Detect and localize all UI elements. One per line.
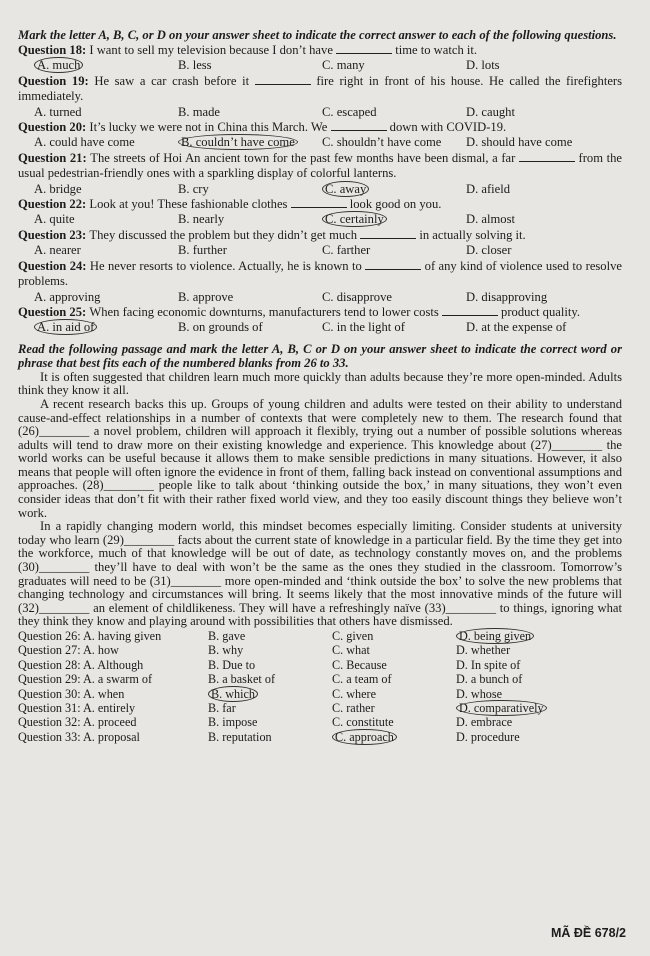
cloze-option[interactable]: B. far bbox=[208, 701, 236, 716]
question-stem bbox=[18, 151, 622, 182]
answer-blank bbox=[365, 259, 421, 270]
answer-option[interactable]: C. away bbox=[322, 182, 466, 197]
question-text: It’s lucky we were not in China this March. We bbox=[89, 120, 331, 135]
cloze-option[interactable]: B. which bbox=[208, 687, 332, 701]
question-number: Question 25: bbox=[18, 304, 90, 319]
cloze-option[interactable]: D. whether bbox=[456, 643, 511, 658]
answer-option[interactable]: C. escaped bbox=[322, 104, 377, 119]
question-text: He saw a car crash before it bbox=[94, 73, 255, 88]
question-text: down with COVID-19. bbox=[386, 120, 507, 135]
question-text: look good on you. bbox=[346, 197, 442, 212]
cloze-option: Question 33: A. proposal bbox=[18, 729, 140, 744]
answer-option[interactable]: A. quite bbox=[34, 212, 75, 227]
answer-option[interactable]: D. caught bbox=[466, 104, 515, 119]
answer-blank bbox=[442, 305, 498, 316]
cloze-option-row bbox=[18, 629, 622, 643]
option-row bbox=[18, 58, 622, 73]
question-stem bbox=[18, 305, 622, 320]
option-row bbox=[18, 320, 622, 335]
cloze-option[interactable]: B. Due to bbox=[208, 657, 256, 672]
question-stem bbox=[18, 120, 622, 135]
answer-option[interactable]: D. afield bbox=[466, 181, 511, 196]
cloze-option-row bbox=[18, 672, 622, 686]
cloze-option[interactable]: B. why bbox=[208, 643, 244, 658]
question-text: Look at you! These fashionable clothes bbox=[89, 197, 291, 212]
option-row bbox=[18, 182, 622, 197]
answer-option[interactable]: B. nearly bbox=[178, 212, 225, 227]
question-stem bbox=[18, 74, 622, 105]
question-block bbox=[18, 74, 622, 120]
answer-option[interactable]: D. closer bbox=[466, 243, 512, 258]
answer-option[interactable]: D. disapproving bbox=[466, 289, 548, 304]
answer-option[interactable]: A. turned bbox=[34, 104, 82, 119]
answer-option[interactable]: A. in aid of bbox=[34, 320, 178, 335]
question-block bbox=[18, 197, 622, 228]
answer-option[interactable]: D. lots bbox=[466, 58, 500, 73]
cloze-option: Question 27: A. how bbox=[18, 643, 119, 658]
cloze-option-row bbox=[18, 658, 622, 672]
cloze-options bbox=[18, 629, 622, 744]
answer-option[interactable]: C. shouldn’t have come bbox=[322, 135, 442, 150]
answer-option[interactable]: D. should have come bbox=[466, 135, 573, 150]
exam-code: MÃ ĐỀ 678/2 bbox=[550, 926, 626, 940]
question-text: of any kind of violence used to resolve problems. bbox=[18, 258, 622, 289]
question-stem bbox=[18, 259, 622, 290]
cloze-option: Question 26: A. having given bbox=[18, 629, 162, 643]
answer-option[interactable]: C. many bbox=[322, 58, 365, 73]
cloze-option: Question 28: A. Although bbox=[18, 657, 144, 672]
cloze-option: Question 31: A. entirely bbox=[18, 701, 136, 716]
answer-option[interactable]: A. much bbox=[34, 58, 178, 73]
cloze-option-row bbox=[18, 687, 622, 701]
question-text: in actually solving it. bbox=[416, 227, 526, 242]
question-text: I want to sell my television because I don’t have bbox=[89, 43, 337, 57]
cloze-option[interactable]: C. where bbox=[332, 686, 376, 701]
cloze-option: Question 29: A. a swarm of bbox=[18, 672, 153, 687]
question-number: Question 24: bbox=[18, 258, 90, 273]
answer-option[interactable]: D. almost bbox=[466, 212, 515, 227]
question-stem bbox=[18, 228, 622, 243]
cloze-option[interactable]: D. a bunch of bbox=[456, 672, 523, 687]
question-block bbox=[18, 151, 622, 197]
cloze-option[interactable]: B. reputation bbox=[208, 729, 272, 744]
reading-passage bbox=[18, 371, 622, 629]
cloze-option: Question 32: A. proceed bbox=[18, 715, 137, 730]
question-text: The streets of Hoi An ancient town for the past few months have been dismal, a far bbox=[90, 150, 519, 165]
exam-page bbox=[18, 28, 622, 744]
passage-paragraph: A recent research backs this up. Groups of young children and adults were tested on their ability to understand cause-and-effect relationships in a number of contexts that were completely new to them. The research found that (26)________ a novel problem, children will approach it flexibly, trying out a number of possible solutions whereas adults will tend to draw more on their existing knowledge and experience. This knowledge about (27)________ the world works can be useful because it allows them to make sensible predictions in many situations. However, it also means that people will often ignore the evidence in front of them, falling back instead on conventional assumptions and approaches. (28)________ people like to talk about ‘thinking outside the box,’ in many situations, they won’t even consider ideas that don’t fit with their rather fixed world view, and they too easily discount things they believe won’t work. bbox=[18, 396, 622, 520]
question-text: time to watch it. bbox=[392, 43, 478, 57]
question-text: fire right in front of his house. He called the firefighters immediately. bbox=[18, 73, 623, 104]
cloze-option[interactable]: C. constitute bbox=[332, 715, 394, 730]
question-block bbox=[18, 305, 622, 336]
answer-blank bbox=[255, 74, 311, 85]
question-number: Question 23: bbox=[18, 227, 90, 242]
question-text: from the usual pedestrian-friendly ones with a sparkling display of colorful lanterns. bbox=[18, 150, 622, 181]
question-text: product quality. bbox=[497, 304, 580, 319]
question-stem bbox=[18, 197, 622, 212]
cloze-option[interactable]: C. given bbox=[332, 629, 374, 643]
cloze-option: Question 30: A. when bbox=[18, 686, 125, 701]
cloze-option-row bbox=[18, 715, 622, 729]
cloze-option[interactable]: D. procedure bbox=[456, 729, 520, 744]
cloze-option[interactable]: C. approach bbox=[332, 730, 456, 744]
question-block bbox=[18, 228, 622, 259]
answer-option[interactable]: C. farther bbox=[322, 243, 371, 258]
cloze-option[interactable]: B. a basket of bbox=[208, 672, 276, 687]
question-number: Question 22: bbox=[18, 197, 90, 212]
question-list bbox=[18, 43, 622, 336]
question-text: He never resorts to violence. Actually, he is known to bbox=[89, 258, 366, 273]
answer-option[interactable]: B. approve bbox=[178, 289, 234, 304]
cloze-option-row bbox=[18, 730, 622, 744]
question-block bbox=[18, 43, 622, 74]
option-row bbox=[18, 290, 622, 305]
cloze-option[interactable]: B. impose bbox=[208, 715, 258, 730]
answer-option[interactable]: B. cry bbox=[178, 181, 209, 196]
option-row bbox=[18, 135, 622, 150]
cloze-option[interactable]: D. comparatively bbox=[456, 701, 616, 715]
answer-option[interactable]: A. nearer bbox=[34, 243, 81, 258]
cloze-option-row bbox=[18, 701, 622, 715]
cloze-option[interactable]: B. gave bbox=[208, 629, 246, 643]
answer-option[interactable]: C. certainly bbox=[322, 212, 466, 227]
answer-option[interactable]: B. further bbox=[178, 243, 227, 258]
instructions-passage: Read the following passage and mark the letter A, B, C or D on your answer sheet to indicate the correct word or phrase that best fits each of the numbered blanks from 26 to 33. bbox=[18, 341, 622, 370]
passage-paragraph: It is often suggested that children learn much more quickly than adults because they’re more open-minded. Adults think they know it all. bbox=[18, 369, 622, 398]
answer-blank bbox=[331, 120, 387, 131]
answer-option[interactable]: A. could have come bbox=[34, 135, 135, 150]
cloze-option-row bbox=[18, 643, 622, 657]
cloze-option[interactable]: C. a team of bbox=[332, 672, 392, 687]
cloze-option[interactable]: D. being given bbox=[456, 629, 616, 643]
answer-option[interactable]: B. less bbox=[178, 58, 212, 73]
question-number: Question 21: bbox=[18, 150, 91, 165]
option-row bbox=[18, 212, 622, 227]
answer-blank bbox=[336, 43, 392, 54]
question-block bbox=[18, 120, 622, 151]
instructions-mcq: Mark the letter A, B, C, or D on your answer sheet to indicate the correct answer to each of the following questions. bbox=[18, 28, 617, 42]
question-number: Question 19: bbox=[18, 73, 95, 88]
cloze-option[interactable]: C. what bbox=[332, 643, 370, 658]
cloze-option[interactable]: D. embrace bbox=[456, 715, 513, 730]
answer-option[interactable]: A. bridge bbox=[34, 181, 82, 196]
passage-paragraph: In a rapidly changing modern world, this mindset becomes especially limiting. Consider students at university today who learn (29)________ facts about the current state of knowledge in a particular field. By the time they get into the workforce, much of that knowledge will be out of date, as technology constantly moves on, and the problems (30)________ they’ll have to deal with won’t be the same as the ones they studied in the classroom. Tomorrow’s graduates will need to be (31)________ more open-minded and ‘think outside the box’ to solve the new problems that changing technology and circumstances will bring. It seems likely that the most innovative minds of the future will (32)________ an element of childlikeness. They will have a refreshingly naïve (33)________ to things, ignoring what they think they know and playing around with possibilities that others have dismissed. bbox=[18, 519, 622, 629]
question-text: They discussed the problem but they didn’t get much bbox=[89, 227, 361, 242]
answer-blank bbox=[291, 197, 347, 208]
question-number: Question 18: bbox=[18, 43, 90, 57]
option-row bbox=[18, 105, 622, 120]
answer-option[interactable]: B. on grounds of bbox=[178, 320, 263, 335]
answer-option[interactable]: B. made bbox=[178, 104, 220, 119]
answer-blank bbox=[360, 228, 416, 239]
answer-option[interactable]: B. couldn’t have come bbox=[178, 135, 322, 150]
cloze-option[interactable]: C. rather bbox=[332, 701, 375, 716]
answer-option[interactable]: C. in the light of bbox=[322, 320, 405, 335]
question-block bbox=[18, 259, 622, 305]
answer-blank bbox=[519, 151, 575, 162]
answer-option[interactable]: D. at the expense of bbox=[466, 320, 567, 335]
cloze-option[interactable]: D. In spite of bbox=[456, 657, 521, 672]
cloze-option[interactable]: D. whose bbox=[456, 686, 503, 701]
question-number: Question 20: bbox=[18, 120, 90, 135]
answer-option[interactable]: C. disapprove bbox=[322, 289, 392, 304]
question-stem bbox=[18, 43, 622, 58]
question-text: When facing economic downturns, manufacturers tend to lower costs bbox=[89, 304, 442, 319]
cloze-option[interactable]: C. Because bbox=[332, 657, 387, 672]
answer-option[interactable]: A. approving bbox=[34, 289, 101, 304]
option-row bbox=[18, 243, 622, 258]
